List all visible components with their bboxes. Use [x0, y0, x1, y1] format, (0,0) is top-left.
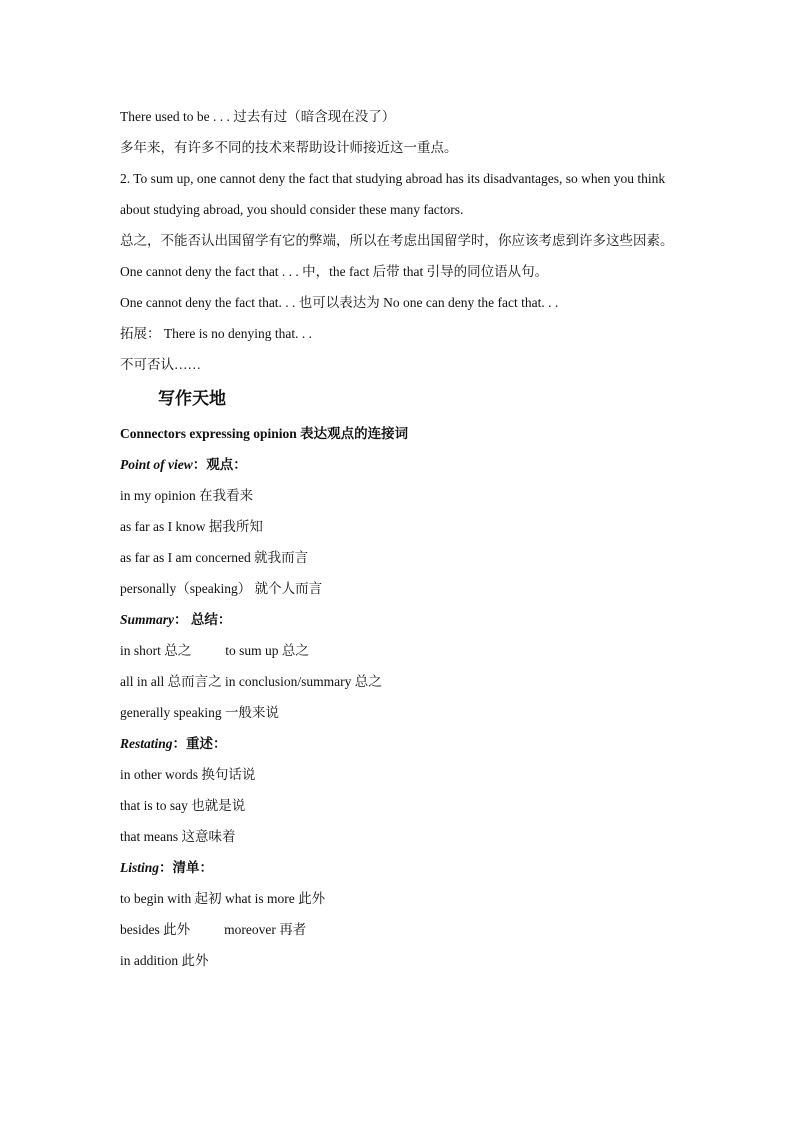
list-item: in addition 此外	[120, 953, 209, 968]
group-label-summary	[120, 604, 680, 635]
text-paragraph-to-sum-up: 2. To sum up, one cannot deny the fact that studying abroad has its disadvantages, so when you think about studying abroad, you should consider these many factors.	[120, 171, 666, 217]
list-item-part: in short 总之	[120, 643, 192, 658]
list-item: all in all 总而言之 in conclusion/summary 总之	[120, 674, 382, 689]
list-item: as far as I know 据我所知	[120, 519, 263, 534]
list-item: personally（speaking） 就个人而言	[120, 581, 323, 596]
text-paragraph-translation-2: 总之，不能否认出国留学有它的弊端，所以在考虑出国留学时，你应该考虑到许多这些因素。	[120, 233, 674, 248]
section-heading: 写作天地	[158, 389, 226, 409]
text-line-extension-translation: 不可否认……	[120, 357, 201, 372]
list-item: as far as I am concerned 就我而言	[120, 550, 309, 565]
document-content	[120, 101, 680, 976]
group-label-cn: ： 总结：	[174, 612, 232, 627]
list-item-part: moreover 再者	[224, 922, 307, 937]
text-line-alternative-expression: One cannot deny the fact that. . . 也可以表达为 No one can deny the fact that. . .	[120, 295, 559, 310]
list-item: that means 这意味着	[120, 829, 236, 844]
list-item: in other words 换句话说	[120, 767, 256, 782]
list-item	[120, 914, 680, 945]
list-item: that is to say 也就是说	[120, 798, 246, 813]
group-label-en: Listing	[120, 860, 160, 875]
group-label-en: Restating	[120, 736, 173, 751]
group-label-cn: ：观点：	[192, 457, 247, 472]
group-label-en: Point of view	[120, 457, 193, 472]
list-item	[120, 635, 680, 666]
group-label-en: Summary	[120, 612, 175, 627]
list-item-part: to sum up 总之	[225, 643, 309, 658]
group-label-point-of-view	[120, 449, 680, 480]
list-item: to begin with 起初 what is more 此外	[120, 891, 326, 906]
text-line-translation-1: 多年来，有许多不同的技术来帮助设计师接近这一重点。	[120, 140, 458, 155]
list-item-part: besides 此外	[120, 922, 191, 937]
text-line-there-used-to-be: There used to be . . . 过去有过（暗含现在没了）	[120, 109, 396, 124]
list-item: generally speaking 一般来说	[120, 705, 279, 720]
group-label-restating	[120, 728, 680, 759]
group-label-cn: ：清单：	[159, 860, 214, 875]
list-item: in my opinion 在我看来	[120, 488, 254, 503]
text-line-extension: 拓展： There is no denying that. . .	[120, 326, 312, 341]
text-line-grammar-note: One cannot deny the fact that . . . 中，the fact 后带 that 引导的同位语从句。	[120, 264, 549, 279]
group-label-cn: ：重述：	[172, 736, 227, 751]
section-title: Connectors expressing opinion 表达观点的连接词	[120, 426, 409, 441]
group-label-listing	[120, 852, 680, 883]
